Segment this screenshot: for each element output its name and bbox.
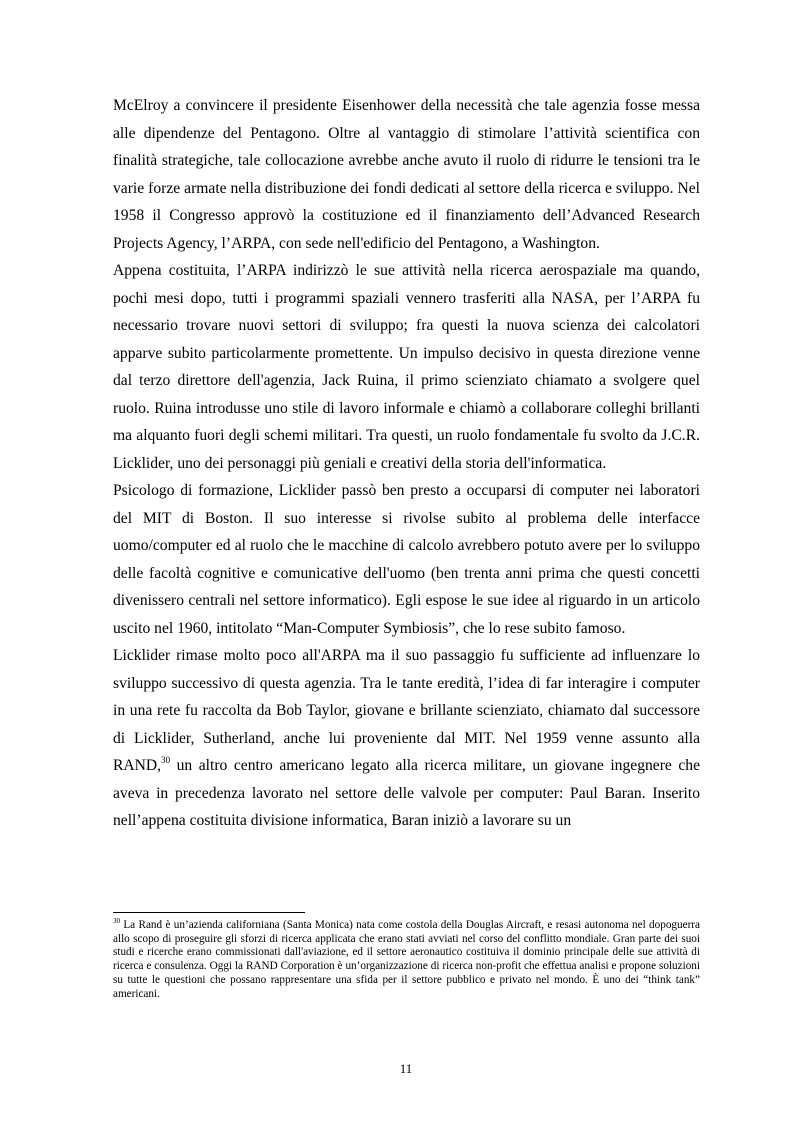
- body-text: [113, 92, 700, 835]
- paragraph-text: Appena costituita, l’ARPA indirizzò le sue attività nella ricerca aerospaziale ma quando, pochi mesi dopo, tutti i programmi spaziali vennero trasferiti alla NASA, per l’ARPA fu necessario trovare nuovi settori di sviluppo; fra questi la nuova scienza dei calcolatori apparve subito particolarmente promettente. Un impulso decisivo in questa direzione venne dal terzo direttore dell'agenzia, Jack Ruina, il primo scienziato chiamato a svolgere quel ruolo. Ruina introdusse uno stile di lavoro informale e chiamò a collaborare colleghi brillanti ma alquanto fuori degli schemi militari. Tra questi, un ruolo fondamentale fu svolto da J.C.R. Licklider, uno dei personaggi più geniali e creativi della storia dell'informatica.: [113, 262, 700, 472]
- footnote-number: 30: [113, 917, 120, 925]
- paragraph-text: McElroy a convincere il presidente Eisenhower della necessità che tale agenzia fosse messa alle dipendenze del Pentagono. Oltre al vantaggio di stimolare l’attività scientifica con finalità strategiche, tale collocazione avrebbe anche avuto il ruolo di ridurre le tensioni tra le varie forze armate nella distribuzione dei fondi dedicati al settore della ricerca e sviluppo. Nel 1958 il Congresso approvò la costituzione ed il finanziamento dell’Advanced Research Projects Agency, l’ARPA, con sede nell'edificio del Pentagono, a Washington.: [113, 97, 700, 252]
- paragraph-arpa-ruina: [113, 257, 700, 477]
- page-number: 11: [399, 1061, 413, 1076]
- footnote-separator: [113, 912, 305, 913]
- paragraph-licklider: [113, 477, 700, 642]
- footnote: [113, 919, 700, 1001]
- paragraph-text: Licklider rimase molto poco all'ARPA ma il suo passaggio fu sufficiente ad influenzare lo sviluppo successivo di questa agenzia. Tra le tante eredità, l’idea di far interagire i computer in una rete fu raccolta da Bob Taylor, giovane e brillante scienziato, chiamato dal successore di Licklider, Sutherland, anche lui proveniente dal MIT. Nel 1959 venne assunto alla RAND,: [113, 647, 700, 774]
- footnote-text: La Rand è un’azienda californiana (Santa Monica) nata come costola della Douglas Aircraft, e resasi autonoma nel dopoguerra allo scopo di proseguire gli sforzi di ricerca applicata che erano stati avviati nel corso del conflitto mondiale. Gran parte dei suoi studi e ricerche erano commissionati dall'aviazione, ed il settore aeronautico costituiva il dominio principale delle sue attività di ricerca e consulenza. Oggi la RAND Corporation è un’organizzazione di ricerca non-profit che effettua analisi e propone soluzioni su tutte le questioni che possano rappresentare una sfida per il settore pubblico e privato nel mondo. È uno dei “think tank” americani.: [113, 919, 700, 1000]
- paragraph-text-continued: un altro centro americano legato alla ricerca militare, un giovane ingegnere che aveva in precedenza lavorato nel settore delle valvole per computer: Paul Baran. Inserito nell’appena costituita divisione informatica, Baran iniziò a lavorare su un: [113, 757, 700, 829]
- footnote-reference[interactable]: 30: [161, 755, 171, 765]
- paragraph-eisenhower-arpa: [113, 92, 700, 257]
- paragraph-text: Psicologo di formazione, Licklider passò ben presto a occuparsi di computer nei laboratori del MIT di Boston. Il suo interesse si rivolse subito al problema delle interfacce uomo/computer ed al ruolo che le macchine di calcolo avrebbero potuto avere per lo sviluppo delle facoltà cognitive e comunicative dell'uomo (ben trenta anni prima che questi concetti divenissero centrali nel settore informatico). Egli espose le sue idee al riguardo in un articolo uscito nel 1960, intitolato “Man-Computer Symbiosis”, che lo rese subito famoso.: [113, 482, 700, 637]
- paragraph-taylor-baran: [113, 642, 700, 835]
